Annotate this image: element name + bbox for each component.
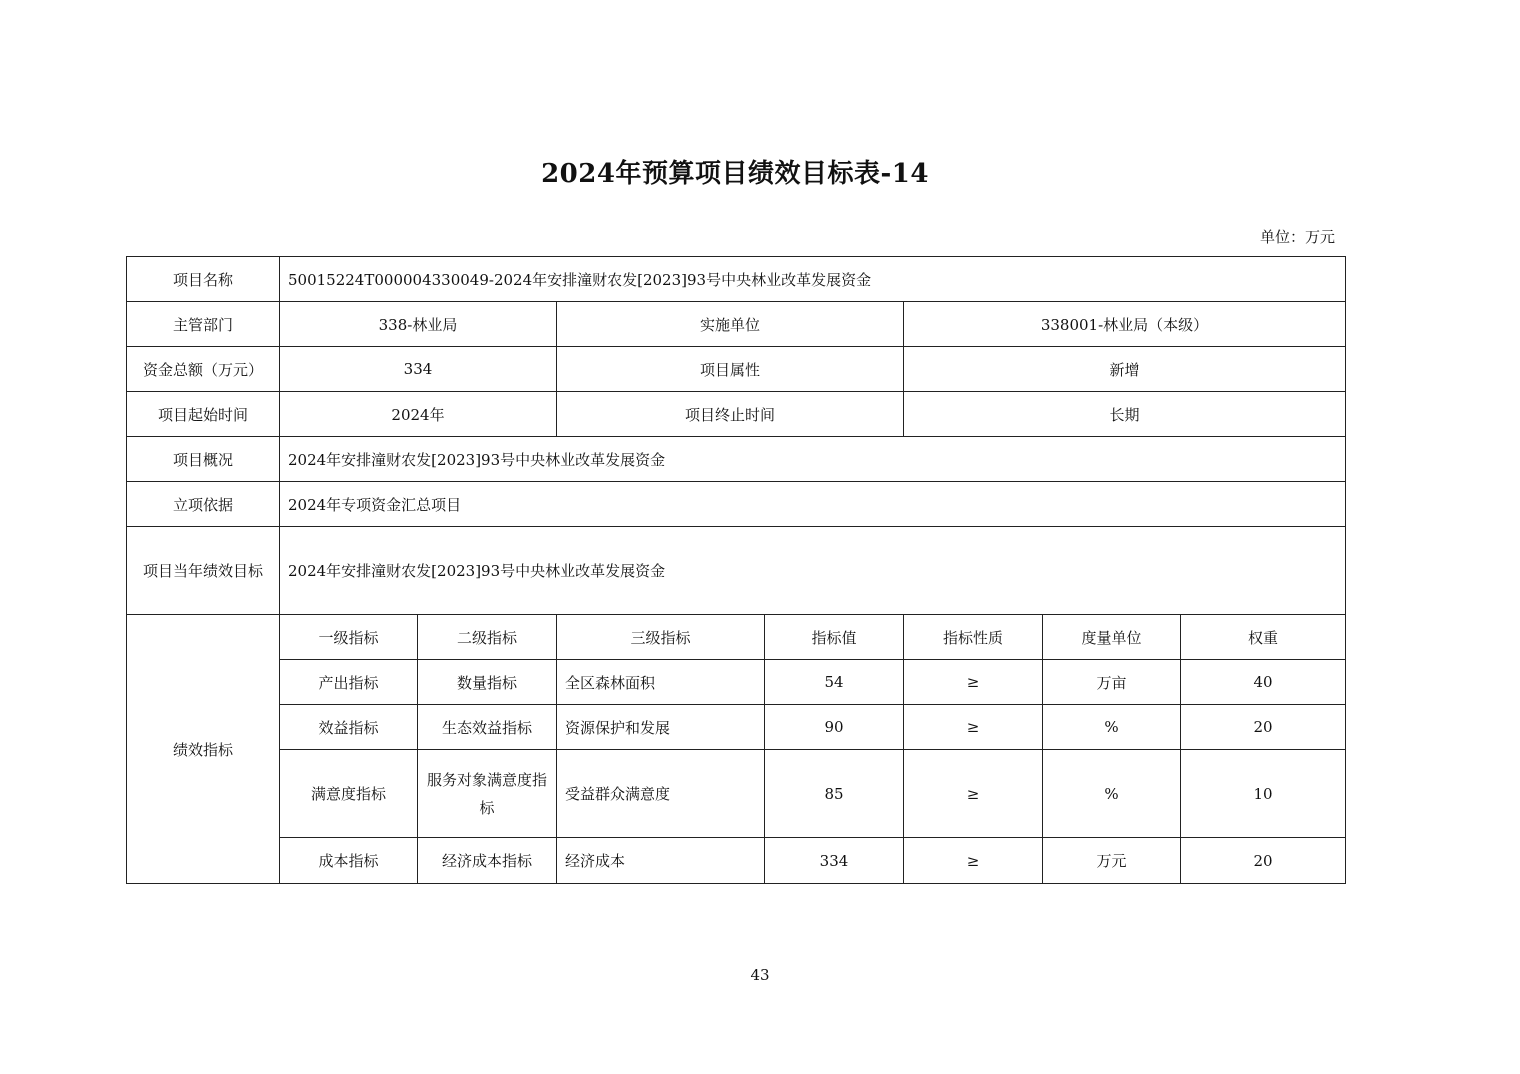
table-row — [127, 660, 1346, 705]
unit-cell: 万元 — [1043, 838, 1181, 884]
level3-cell: 全区森林面积 — [557, 660, 765, 705]
level2-cell: 服务对象满意度指标 — [418, 750, 557, 838]
level1-cell: 满意度指标 — [280, 750, 418, 838]
weight-cell: 20 — [1181, 838, 1346, 884]
level1-cell: 成本指标 — [280, 838, 418, 884]
basis-label: 立项依据 — [127, 482, 280, 527]
nature-cell: ≥ — [904, 660, 1043, 705]
overview-label: 项目概况 — [127, 437, 280, 482]
unit-cell: % — [1043, 705, 1181, 750]
page-number: 43 — [750, 966, 770, 984]
level3-cell: 资源保护和发展 — [557, 705, 765, 750]
table-row — [127, 750, 1346, 838]
perf-header: 一级指标 — [280, 615, 418, 660]
value-cell: 334 — [765, 838, 904, 884]
attr-value: 新增 — [904, 347, 1346, 392]
table-row — [127, 705, 1346, 750]
unit-label: 单位：万元 — [1259, 228, 1335, 246]
nature-cell: ≥ — [904, 838, 1043, 884]
perf-header: 指标值 — [765, 615, 904, 660]
weight-cell: 40 — [1181, 660, 1346, 705]
fund-label: 资金总额（万元） — [127, 347, 280, 392]
level2-cell: 经济成本指标 — [418, 838, 557, 884]
value-cell: 90 — [765, 705, 904, 750]
level3-cell: 受益群众满意度 — [557, 750, 765, 838]
perf-label: 绩效指标 — [127, 615, 280, 884]
impl-value: 338001-林业局（本级） — [904, 302, 1346, 347]
performance-table — [126, 256, 1346, 884]
fund-value: 334 — [280, 347, 557, 392]
dept-value: 338-林业局 — [280, 302, 557, 347]
perf-header: 二级指标 — [418, 615, 557, 660]
overview-value: 2024年安排潼财农发[2023]93号中央林业改革发展资金 — [280, 437, 1346, 482]
end-label: 项目终止时间 — [557, 392, 904, 437]
impl-label: 实施单位 — [557, 302, 904, 347]
perf-header: 三级指标 — [557, 615, 765, 660]
weight-cell: 20 — [1181, 705, 1346, 750]
level1-cell: 产出指标 — [280, 660, 418, 705]
project-name-value: 50015224T000004330049-2024年安排潼财农发[2023]93号中央林业改革发展资金 — [280, 257, 1346, 302]
level2-cell: 生态效益指标 — [418, 705, 557, 750]
nature-cell: ≥ — [904, 750, 1043, 838]
attr-label: 项目属性 — [557, 347, 904, 392]
perf-header: 指标性质 — [904, 615, 1043, 660]
perf-header: 度量单位 — [1043, 615, 1181, 660]
dept-label: 主管部门 — [127, 302, 280, 347]
value-cell: 85 — [765, 750, 904, 838]
value-cell: 54 — [765, 660, 904, 705]
end-value: 长期 — [904, 392, 1346, 437]
level2-cell: 数量指标 — [418, 660, 557, 705]
table-row — [127, 838, 1346, 884]
nature-cell: ≥ — [904, 705, 1043, 750]
level3-cell: 经济成本 — [557, 838, 765, 884]
start-label: 项目起始时间 — [127, 392, 280, 437]
project-name-label: 项目名称 — [127, 257, 280, 302]
start-value: 2024年 — [280, 392, 557, 437]
basis-value: 2024年专项资金汇总项目 — [280, 482, 1346, 527]
level1-cell: 效益指标 — [280, 705, 418, 750]
perf-header: 权重 — [1181, 615, 1346, 660]
unit-cell: 万亩 — [1043, 660, 1181, 705]
goal-label: 项目当年绩效目标 — [127, 527, 280, 615]
page-title: 2024年预算项目绩效目标表-14 — [541, 159, 929, 189]
goal-value: 2024年安排潼财农发[2023]93号中央林业改革发展资金 — [280, 527, 1346, 615]
weight-cell: 10 — [1181, 750, 1346, 838]
unit-cell: % — [1043, 750, 1181, 838]
